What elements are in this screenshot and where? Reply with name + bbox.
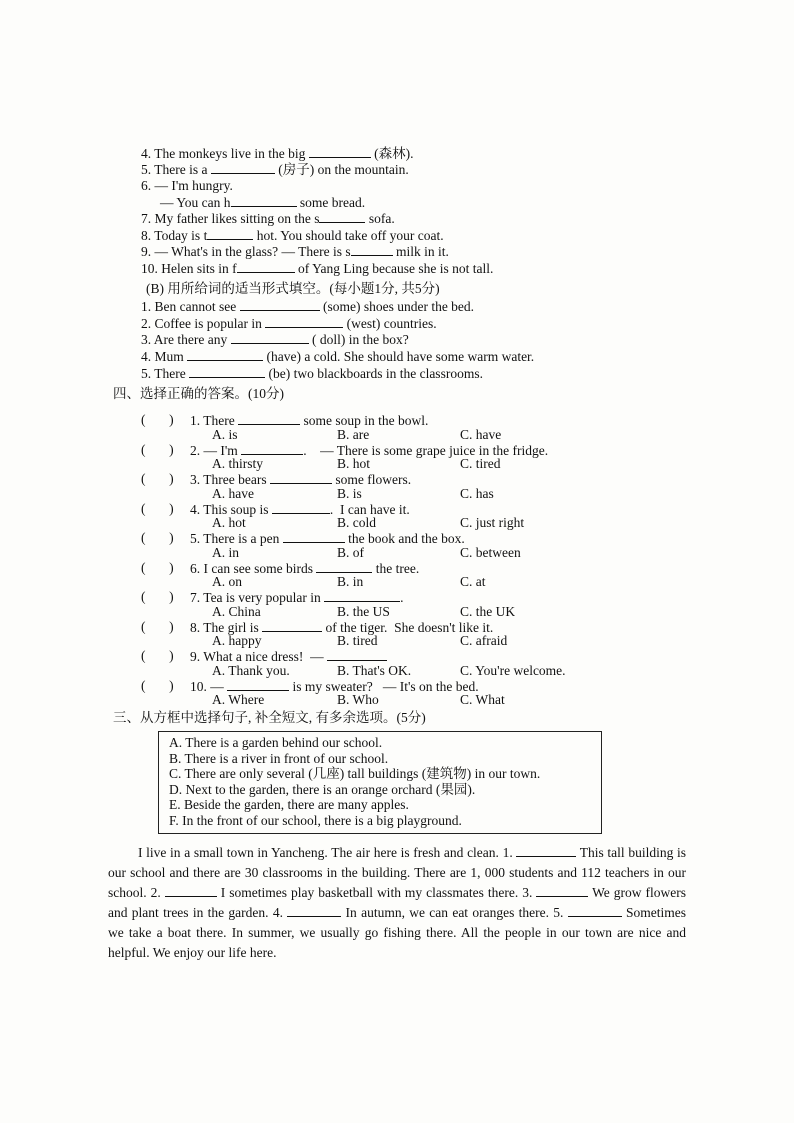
- list-item: 2. Coffee is popular in (west) countries.: [141, 316, 437, 331]
- answer-parens[interactable]: ( ): [141, 589, 174, 604]
- cloze-passage: I live in a small town in Yancheng. The air here is fresh and clean. 1. This tall building is our school and there are 30 classrooms in the building. There are 1, 000 students and 112 teachers in our school. 2. I sometimes play basketball with my classmates there. 3. We grow flowers and plant trees in the garden. 4. In autumn, we can eat oranges there. 5. Sometimes we take a boat there. In summer, we usually go fishing there. All the people in our town are nice and helpful. We enjoy our life here.: [108, 845, 687, 960]
- question-number: 1.: [190, 413, 201, 428]
- option-c: C. You're welcome.: [460, 662, 566, 678]
- option-item: D. Next to the garden, there is an orange orchard (果园).: [169, 781, 476, 797]
- answer-blank[interactable]: [568, 904, 622, 917]
- option-b: B. hot: [337, 456, 371, 471]
- option-b: B. in: [337, 574, 364, 589]
- list-item: 8. Today is t hot. You should take off your coat.: [141, 228, 444, 243]
- list-item: — You can h some bread.: [160, 195, 366, 210]
- option-c: C. the UK: [460, 603, 516, 619]
- options-box: [158, 731, 602, 834]
- answer-blank[interactable]: [351, 243, 393, 256]
- option-item: A. There is a garden behind our school.: [169, 735, 383, 750]
- answer-blank[interactable]: [227, 678, 289, 691]
- list-item: 10. Helen sits in f of Yang Ling because she is not tall.: [141, 261, 494, 276]
- option-c: C. between: [460, 544, 521, 560]
- question-text: of the tiger. She doesn't like it.: [322, 619, 494, 635]
- question-number: 8.: [190, 619, 201, 635]
- question-text: . — There is some grape juice in the fridge.: [303, 442, 549, 458]
- question-text: The girl is: [203, 619, 263, 635]
- option-c: C. have: [460, 426, 502, 442]
- question-text: Three bears: [203, 472, 270, 487]
- answer-parens[interactable]: ( ): [141, 559, 174, 575]
- option-item: B. There is a river in front of our school.: [169, 750, 389, 766]
- question-number: 10.: [190, 678, 207, 694]
- list-item: 4. Mum (have) a cold. She should have some warm water.: [141, 349, 535, 364]
- question-text: I can see some birds: [203, 560, 317, 576]
- option-c: C. at: [460, 574, 486, 589]
- answer-blank[interactable]: [231, 194, 297, 207]
- list-item: 7. My father likes sitting on the s sofa.: [141, 211, 395, 226]
- answer-blank[interactable]: [272, 501, 330, 514]
- answer-blank[interactable]: [237, 260, 295, 273]
- option-a: A. happy: [212, 633, 262, 648]
- option-a: A. China: [212, 603, 261, 619]
- option-b: B. cold: [337, 515, 376, 530]
- answer-blank[interactable]: [319, 210, 365, 223]
- answer-blank[interactable]: [270, 471, 332, 484]
- answer-parens[interactable]: ( ): [141, 618, 174, 634]
- part-b-title: (B) 用所给词的适当形式填空。(每小题1分, 共5分): [146, 281, 440, 296]
- option-a: A. thirsty: [212, 456, 264, 471]
- option-b: B. is: [337, 485, 362, 501]
- question-number: 3.: [190, 472, 201, 487]
- option-b: B. of: [337, 544, 364, 560]
- list-item: 6. — I'm hungry.: [141, 178, 233, 193]
- answer-blank[interactable]: [309, 145, 371, 158]
- answer-blank[interactable]: [287, 904, 341, 917]
- option-a: A. on: [212, 574, 242, 589]
- answer-blank[interactable]: [165, 884, 217, 897]
- question-number: 5.: [190, 531, 201, 546]
- section-title: 四、选择正确的答案。(10分): [113, 386, 284, 401]
- option-item: E. Beside the garden, there are many apples.: [169, 797, 409, 812]
- question-text: What a nice dress! —: [203, 649, 327, 664]
- option-a: A. Thank you.: [212, 662, 290, 678]
- question-number: 2.: [190, 442, 201, 458]
- question-text: This soup is: [203, 501, 272, 517]
- answer-blank[interactable]: [516, 844, 576, 857]
- answer-blank[interactable]: [231, 331, 309, 344]
- answer-parens[interactable]: ( ): [141, 677, 174, 693]
- option-c: C. afraid: [460, 633, 508, 648]
- answer-blank[interactable]: [536, 884, 588, 897]
- question-text: There: [203, 413, 239, 428]
- answer-parens[interactable]: ( ): [141, 648, 174, 663]
- option-a: A. have: [212, 485, 254, 501]
- question-number: 7.: [190, 590, 201, 605]
- question-text: the tree.: [372, 560, 420, 576]
- answer-parens[interactable]: ( ): [141, 471, 174, 486]
- option-a: A. is: [212, 426, 238, 442]
- option-c: C. What: [460, 692, 505, 707]
- answer-blank[interactable]: [265, 315, 343, 328]
- list-item: 4. The monkeys live in the big (森林).: [141, 146, 414, 161]
- answer-blank[interactable]: [189, 365, 265, 378]
- option-b: B. the US: [337, 603, 390, 619]
- question-text: There is a pen: [203, 531, 283, 546]
- section-title: 三、从方框中选择句子, 补全短文, 有多余选项。(5分): [113, 710, 426, 725]
- list-item: 5. There is a (房子) on the mountain.: [141, 162, 409, 177]
- question-text: some soup in the bowl.: [300, 413, 429, 428]
- question-number: 9.: [190, 649, 201, 664]
- answer-blank[interactable]: [316, 560, 372, 573]
- list-item: 3. Are there any ( doll) in the box?: [141, 332, 409, 347]
- option-c: C. just right: [460, 515, 525, 530]
- answer-blank[interactable]: [207, 227, 253, 240]
- answer-parens[interactable]: ( ): [141, 500, 174, 516]
- option-a: A. Where: [212, 692, 265, 707]
- answer-blank[interactable]: [187, 348, 263, 361]
- list-item: 5. There (be) two blackboards in the classrooms.: [141, 366, 483, 381]
- question-text: .: [400, 590, 404, 605]
- list-item: 1. Ben cannot see (some) shoes under the bed.: [141, 299, 475, 314]
- option-item: C. There are only several (几座) tall buildings (建筑物) in our town.: [169, 766, 541, 781]
- option-a: A. hot: [212, 515, 246, 530]
- answer-blank[interactable]: [283, 530, 345, 543]
- answer-blank[interactable]: [240, 298, 320, 311]
- answer-blank[interactable]: [238, 412, 300, 425]
- answer-blank[interactable]: [327, 648, 387, 661]
- list-item: 9. — What's in the glass? — There is s milk in it.: [141, 244, 449, 259]
- answer-blank[interactable]: [262, 619, 322, 632]
- question-text: —: [210, 678, 228, 694]
- question-number: 4.: [190, 501, 201, 517]
- question-text: is my sweater? — It's on the bed.: [289, 678, 479, 694]
- answer-blank[interactable]: [241, 442, 303, 455]
- question-number: 6.: [190, 560, 201, 576]
- question-text: — I'm: [203, 442, 242, 458]
- option-b: B. tired: [337, 633, 378, 648]
- question-text: . I can have it.: [329, 501, 410, 517]
- option-c: C. tired: [460, 456, 501, 471]
- option-b: B. are: [337, 426, 370, 442]
- question-text: some flowers.: [331, 472, 412, 487]
- option-item: F. In the front of our school, there is a big playground.: [169, 812, 462, 828]
- option-c: C. has: [460, 485, 494, 501]
- answer-parens[interactable]: ( ): [141, 530, 174, 545]
- question-text: the book and the box.: [344, 531, 465, 546]
- answer-blank[interactable]: [211, 161, 275, 174]
- answer-parens[interactable]: ( ): [141, 441, 174, 457]
- question-text: Tea is very popular in: [203, 590, 325, 605]
- answer-parens[interactable]: ( ): [141, 412, 174, 427]
- option-b: B. Who: [337, 692, 379, 707]
- answer-blank[interactable]: [324, 589, 400, 602]
- option-b: B. That's OK.: [337, 662, 412, 678]
- option-a: A. in: [212, 544, 239, 560]
